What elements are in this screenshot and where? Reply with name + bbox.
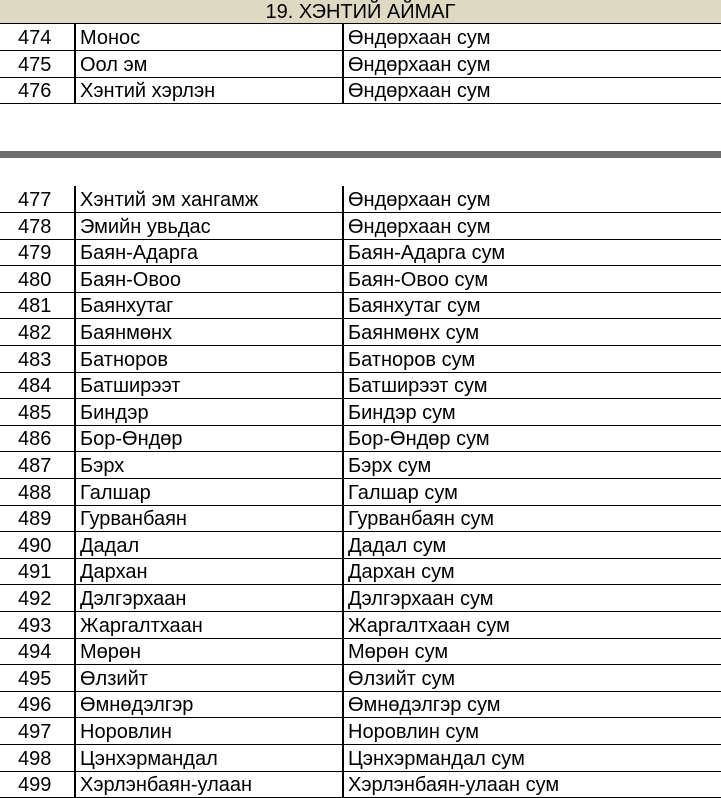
table-body-bottom xyxy=(0,186,721,798)
table-row xyxy=(0,505,721,532)
table-row xyxy=(0,665,721,692)
organization-name: Дадал xyxy=(75,532,343,559)
table-row xyxy=(0,51,721,78)
organization-name: Эмийн увьдас xyxy=(75,213,343,240)
row-number: 496 xyxy=(0,691,75,718)
organization-name: Баянхутаг xyxy=(75,292,343,319)
sum-location: Гурванбаян сум xyxy=(343,505,721,532)
organization-name: Норовлин xyxy=(75,718,343,745)
row-number: 483 xyxy=(0,346,75,373)
sum-location: Дадал сум xyxy=(343,532,721,559)
row-number: 490 xyxy=(0,532,75,559)
organization-name: Цэнхэрмандал xyxy=(75,744,343,771)
section-title: 19. ХЭНТИЙ АЙМАГ xyxy=(265,0,456,23)
sum-location: Хэрлэнбаян-улаан сум xyxy=(343,771,721,798)
row-number: 476 xyxy=(0,77,75,104)
organization-name: Баянмөнх xyxy=(75,319,343,346)
table-row xyxy=(0,24,721,51)
table-row xyxy=(0,585,721,612)
row-number: 478 xyxy=(0,213,75,240)
row-number: 499 xyxy=(0,771,75,798)
table-top xyxy=(0,24,721,104)
table-row xyxy=(0,612,721,639)
row-number: 484 xyxy=(0,372,75,399)
sum-location: Өндөрхаан сум xyxy=(343,24,721,51)
sum-location: Өмнөдэлгэр сум xyxy=(343,691,721,718)
sum-location: Баянхутаг сум xyxy=(343,292,721,319)
row-number: 487 xyxy=(0,452,75,479)
sum-location: Өлзийт сум xyxy=(343,665,721,692)
sum-location: Норовлин сум xyxy=(343,718,721,745)
row-number: 494 xyxy=(0,638,75,665)
sum-location: Дэлгэрхаан сум xyxy=(343,585,721,612)
table-body-top xyxy=(0,24,721,104)
sum-location: Өндөрхаан сум xyxy=(343,213,721,240)
table-row xyxy=(0,239,721,266)
row-number: 480 xyxy=(0,266,75,293)
organization-name: Жаргалтхаан xyxy=(75,612,343,639)
table-row xyxy=(0,213,721,240)
table-row xyxy=(0,638,721,665)
table-row xyxy=(0,532,721,559)
separator-bar xyxy=(0,151,721,158)
sum-location: Баянмөнх сум xyxy=(343,319,721,346)
organization-name: Баян-Адарга xyxy=(75,239,343,266)
row-number: 474 xyxy=(0,24,75,51)
organization-name: Хэнтий эм хангамж xyxy=(75,186,343,213)
organization-name: Батноров xyxy=(75,346,343,373)
sum-location: Өндөрхаан сум xyxy=(343,51,721,78)
table-row xyxy=(0,425,721,452)
sum-location: Жаргалтхаан сум xyxy=(343,612,721,639)
row-number: 486 xyxy=(0,425,75,452)
sum-location: Бэрх сум xyxy=(343,452,721,479)
organization-name: Бор-Өндөр xyxy=(75,425,343,452)
table-row xyxy=(0,558,721,585)
organization-name: Өмнөдэлгэр xyxy=(75,691,343,718)
organization-name: Биндэр xyxy=(75,399,343,426)
organization-name: Өлзийт xyxy=(75,665,343,692)
row-number: 477 xyxy=(0,186,75,213)
table-row xyxy=(0,266,721,293)
table-row xyxy=(0,372,721,399)
section-header xyxy=(0,0,721,24)
organization-name: Дархан xyxy=(75,558,343,585)
organization-name: Батширээт xyxy=(75,372,343,399)
sum-location: Батширээт сум xyxy=(343,372,721,399)
table-row xyxy=(0,292,721,319)
row-number: 491 xyxy=(0,558,75,585)
table-row xyxy=(0,744,721,771)
table-row xyxy=(0,691,721,718)
table-row xyxy=(0,718,721,745)
organization-name: Хэрлэнбаян-улаан xyxy=(75,771,343,798)
organization-name: Бэрх xyxy=(75,452,343,479)
organization-name: Дэлгэрхаан xyxy=(75,585,343,612)
row-number: 482 xyxy=(0,319,75,346)
sum-location: Бор-Өндөр сум xyxy=(343,425,721,452)
row-number: 479 xyxy=(0,239,75,266)
organization-name: Хэнтий хэрлэн xyxy=(75,77,343,104)
organization-name: Баян-Овоо xyxy=(75,266,343,293)
row-number: 488 xyxy=(0,479,75,506)
table-row xyxy=(0,452,721,479)
sum-location: Галшар сум xyxy=(343,479,721,506)
row-number: 497 xyxy=(0,718,75,745)
table-row xyxy=(0,319,721,346)
organization-name: Гурванбаян xyxy=(75,505,343,532)
table-row xyxy=(0,771,721,798)
table-bottom xyxy=(0,186,721,798)
row-number: 492 xyxy=(0,585,75,612)
sum-location: Өндөрхаан сум xyxy=(343,77,721,104)
table-row xyxy=(0,479,721,506)
row-number: 495 xyxy=(0,665,75,692)
organization-name: Галшар xyxy=(75,479,343,506)
sum-location: Дархан сум xyxy=(343,558,721,585)
table-row xyxy=(0,186,721,213)
sum-location: Цэнхэрмандал сум xyxy=(343,744,721,771)
sum-location: Батноров сум xyxy=(343,346,721,373)
table-row xyxy=(0,346,721,373)
sum-location: Баян-Овоо сум xyxy=(343,266,721,293)
sum-location: Өндөрхаан сум xyxy=(343,186,721,213)
organization-name: Монос xyxy=(75,24,343,51)
sum-location: Баян-Адарга сум xyxy=(343,239,721,266)
row-number: 481 xyxy=(0,292,75,319)
row-number: 485 xyxy=(0,399,75,426)
row-number: 475 xyxy=(0,51,75,78)
sum-location: Мөрөн сум xyxy=(343,638,721,665)
sum-location: Биндэр сум xyxy=(343,399,721,426)
row-number: 489 xyxy=(0,505,75,532)
table-row xyxy=(0,77,721,104)
organization-name: Оол эм xyxy=(75,51,343,78)
organization-name: Мөрөн xyxy=(75,638,343,665)
row-number: 498 xyxy=(0,744,75,771)
row-number: 493 xyxy=(0,612,75,639)
table-row xyxy=(0,399,721,426)
